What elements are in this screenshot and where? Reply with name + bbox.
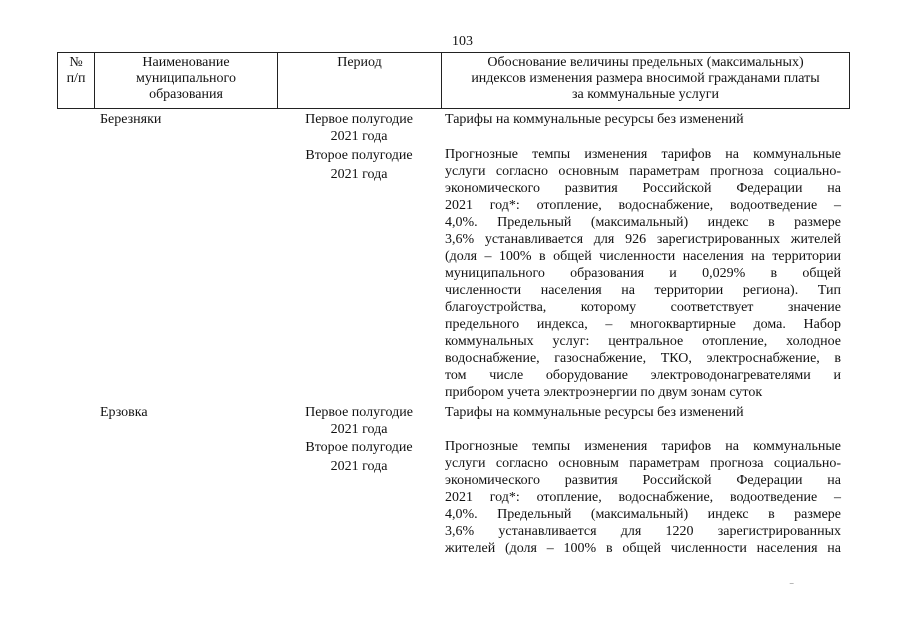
header-line: индексов изменения размера вносимой гражданами платы (471, 71, 820, 86)
period-line: Второе полугодие (305, 148, 413, 163)
header-line: муниципального (136, 71, 236, 86)
header-basis-column (441, 53, 849, 108)
basis-paragraph (445, 146, 841, 401)
period-line: Второе полугодие (305, 440, 413, 455)
period-line: 2021 года (330, 459, 388, 474)
tariff-note: Тарифы на коммунальные ресурсы без изменений (445, 405, 744, 420)
text-line: предельного индекса, – многоквартирные дома. Набор (445, 317, 841, 332)
text-line: Прогнозные темпы изменения тарифов на коммунальные (445, 439, 841, 454)
header-line: № (69, 55, 83, 70)
period-line: 2021 года (330, 129, 388, 144)
text-line: 2021 год*: отопление, водоснабжение, водоотведение – (445, 198, 841, 213)
header-name-column (94, 53, 277, 108)
text-line: водоснабжение, газоснабжение, ТКО, электроснабжение, в (445, 351, 841, 366)
text-line: прибором учета электроэнергии по двум зонам суток (445, 385, 763, 400)
header-line: образования (149, 87, 223, 102)
text-line: коммунальных услуг: центральное отопление, холодное (445, 334, 841, 349)
tariff-note: Тарифы на коммунальные ресурсы без изменений (445, 112, 744, 127)
period-first-half (289, 404, 429, 438)
header-line: Обоснование величины предельных (максимальных) (487, 55, 804, 70)
text-line: жителей (доля – 100% в общей численности населения на (445, 541, 841, 556)
header-number-column (58, 53, 94, 108)
scan-speck: ‾ (790, 584, 794, 595)
period-first-half (289, 111, 429, 145)
text-line: услуги согласно основным параметрам прогноза социально- (445, 164, 841, 179)
period-line: 2021 года (330, 422, 388, 437)
text-line: 3,6% устанавливается для 1220 зарегистрированных (445, 524, 841, 539)
table-header (57, 52, 850, 109)
period-second-half (289, 146, 429, 184)
header-line: Наименование (142, 55, 230, 70)
period-second-half (289, 438, 429, 476)
text-line: экономического развития Российской Федерации на (445, 473, 841, 488)
municipality-name: Березняки (100, 112, 162, 127)
header-line: п/п (66, 71, 86, 86)
text-line: Прогнозные темпы изменения тарифов на коммунальные (445, 147, 841, 162)
text-line: 4,0%. Предельный (максимальный) индекс в размере (445, 507, 841, 522)
text-line: 2021 год*: отопление, водоснабжение, водоотведение – (445, 490, 841, 505)
text-line: благоустройства, которому соответствует значение (445, 300, 841, 315)
header-line: Период (337, 55, 382, 70)
text-line: муниципального образования и 0,029% в общей (445, 266, 841, 281)
text-line: 4,0%. Предельный (максимальный) индекс в размере (445, 215, 841, 230)
text-line: услуги согласно основным параметрам прогноза социально- (445, 456, 841, 471)
text-line: численности населения на территории региона). Тип (445, 283, 841, 298)
period-line: Первое полугодие (305, 405, 413, 420)
text-line: экономического развития Российской Федерации на (445, 181, 841, 196)
text-line: (доля – 100% в общей численности населения на территории (445, 249, 841, 264)
basis-paragraph (445, 438, 841, 557)
text-line: том числе оборудование электроводонагревателями и (445, 368, 841, 383)
municipality-name: Ерзовка (100, 405, 148, 420)
header-line: за коммунальные услуги (571, 87, 720, 102)
header-period-column (277, 53, 441, 108)
text-line: 3,6% устанавливается для 926 зарегистрированных жителей (445, 232, 841, 247)
page-number: 103 (452, 34, 473, 49)
period-line: 2021 года (330, 167, 388, 182)
period-line: Первое полугодие (305, 112, 413, 127)
